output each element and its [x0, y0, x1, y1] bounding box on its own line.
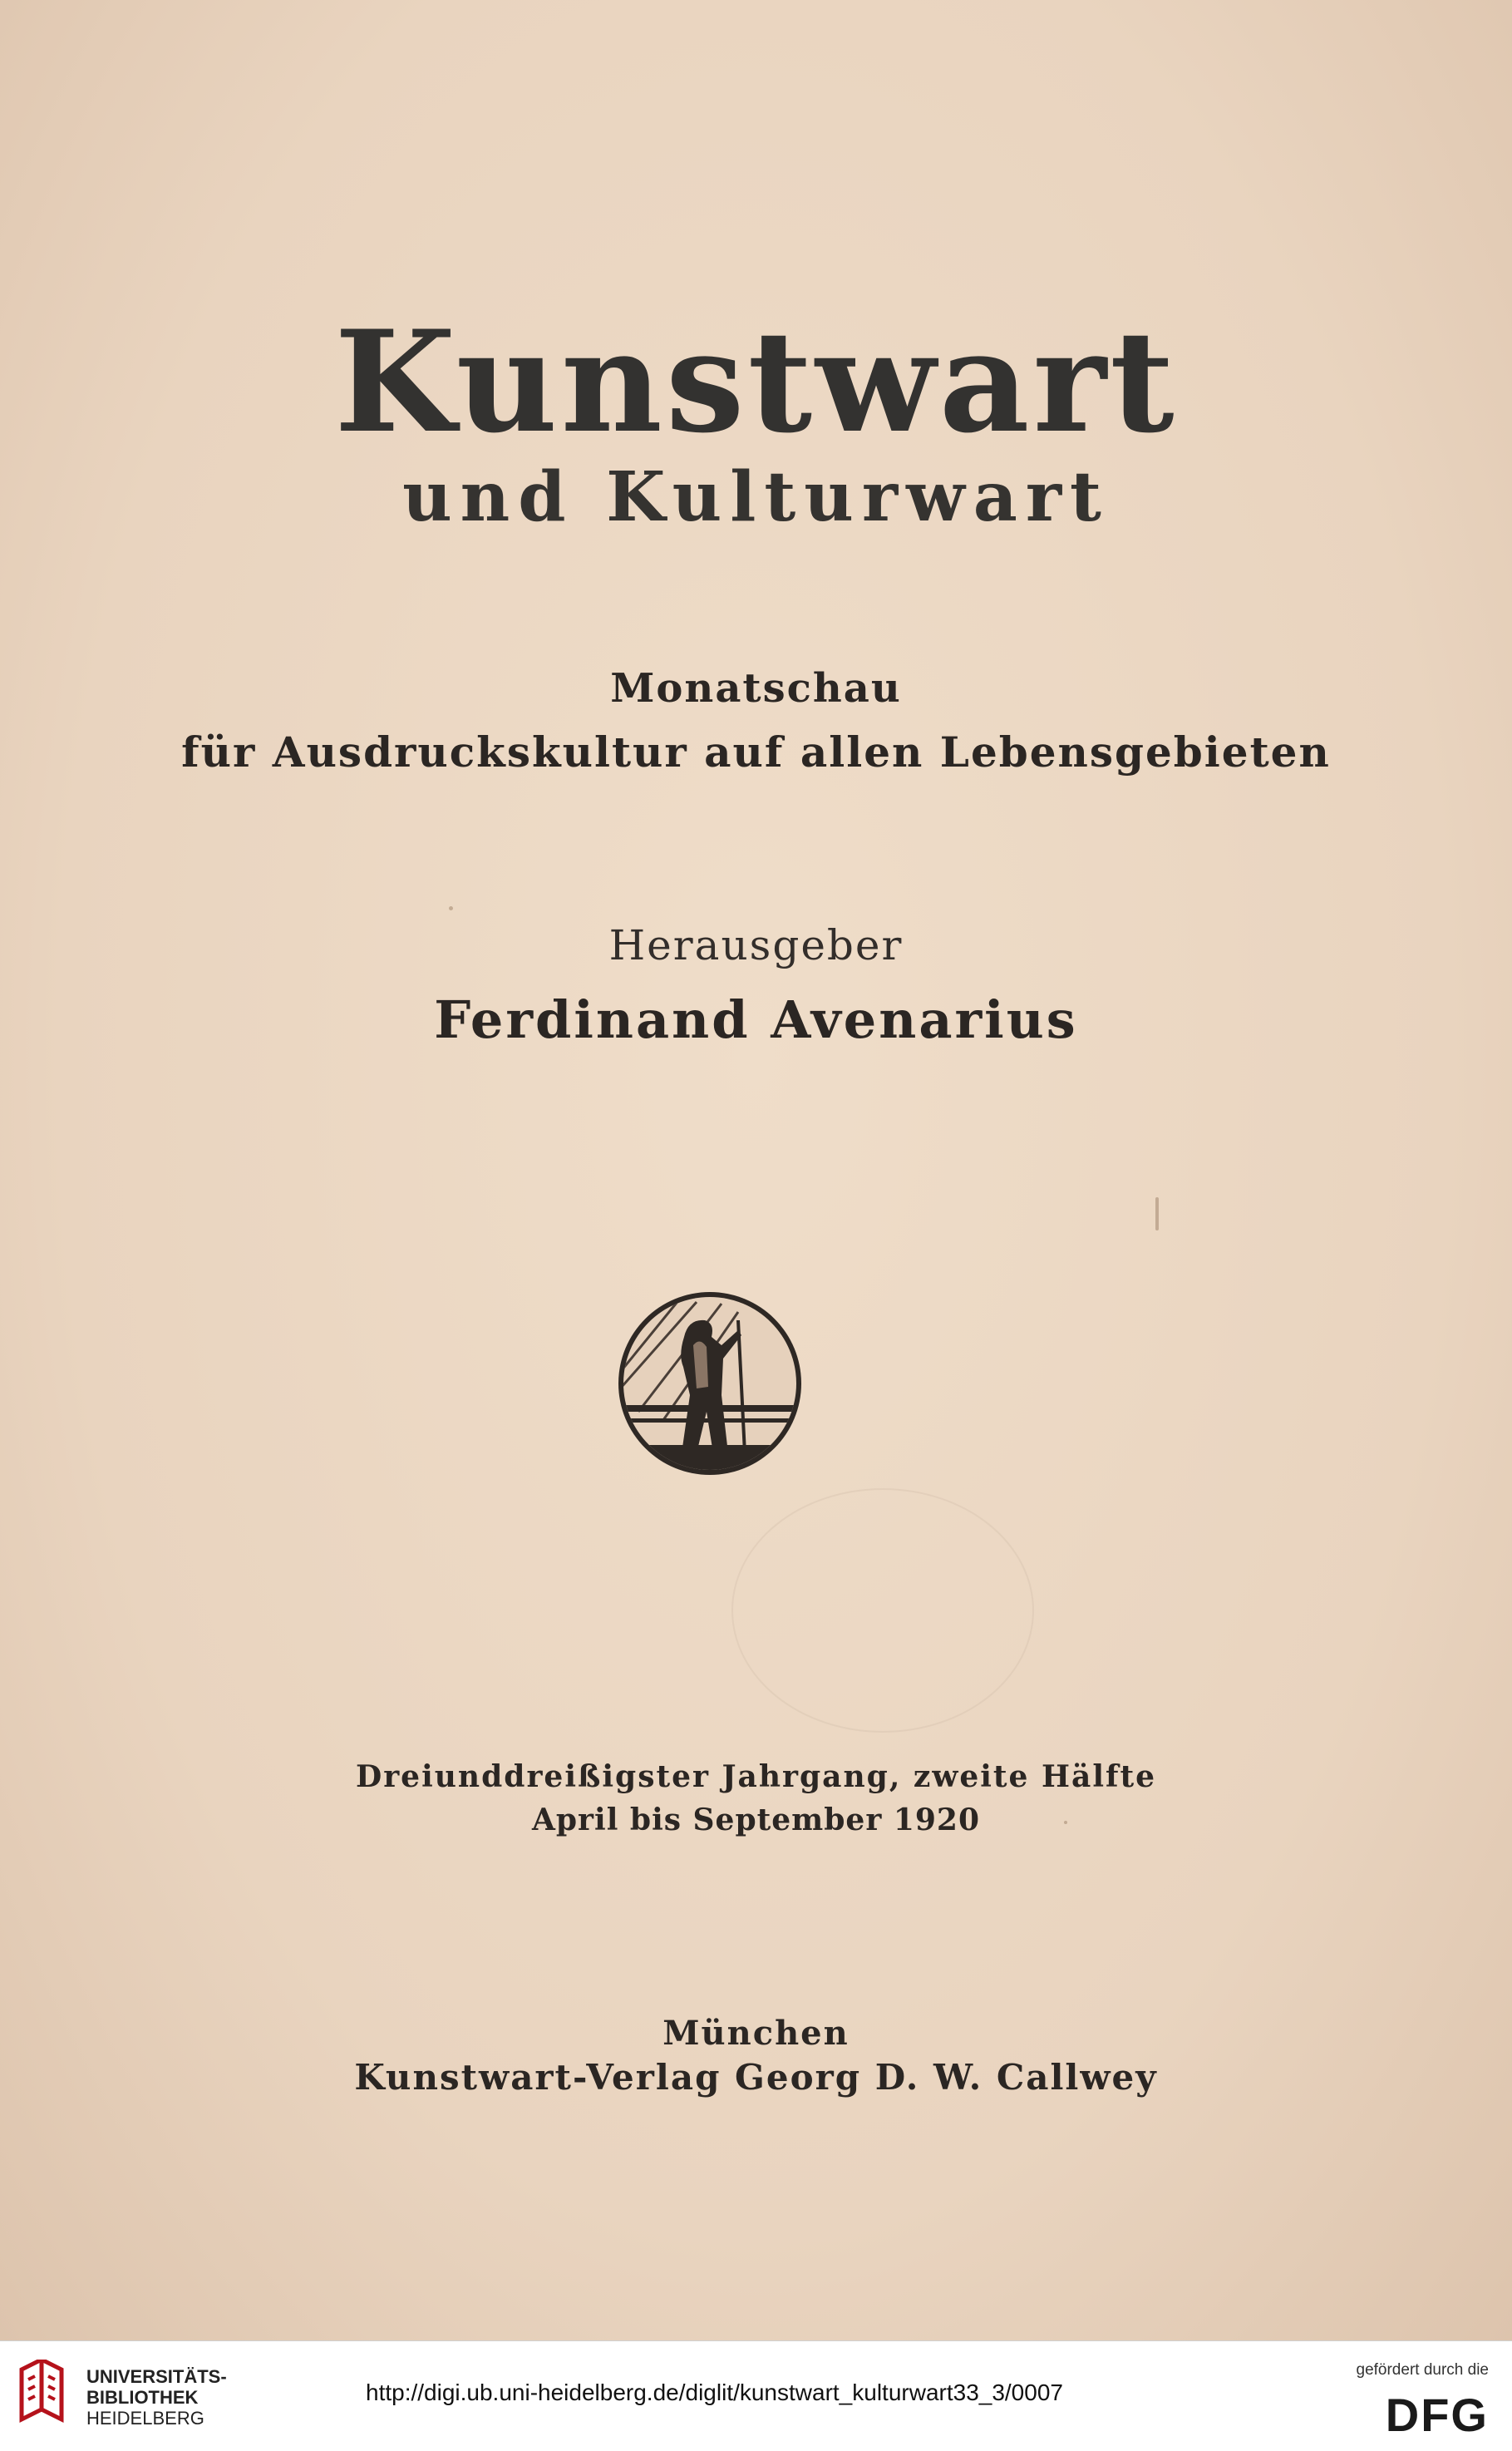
library-line-3: HEIDELBERG — [86, 2408, 204, 2429]
library-name — [86, 2366, 227, 2429]
page-subtitle: und Kulturwart — [402, 457, 1110, 537]
emblem-figure-icon — [613, 1287, 806, 1480]
description-line-1: Monatschau — [610, 665, 902, 712]
dfg-logo[interactable]: DFG — [1385, 2389, 1489, 2441]
page-title: Kunstwart — [334, 299, 1178, 464]
editor-label: Herausgeber — [608, 921, 904, 969]
faded-library-stamp — [731, 1488, 1034, 1733]
description-line-2: für Ausdruckskultur auf allen Lebensgebieten — [181, 727, 1331, 777]
funding-note: gefördert durch die — [1356, 2361, 1489, 2379]
ub-logo-icon[interactable] — [17, 2360, 75, 2434]
period-line: April bis September 1920 — [531, 1802, 981, 1837]
publisher-city: München — [662, 2014, 850, 2053]
library-line-2: BIBLIOTHEK — [86, 2387, 199, 2408]
library-line-1: UNIVERSITÄTS- — [86, 2366, 227, 2387]
paper-speck — [449, 906, 453, 910]
publisher-name: Kunstwart-Verlag Georg D. W. Callwey — [354, 2057, 1158, 2098]
editor-name: Ferdinand Avenarius — [434, 989, 1078, 1050]
volume-line: Dreiunddreißigster Jahrgang, zweite Hälfte — [355, 1759, 1157, 1794]
permalink-url[interactable]: http://digi.ub.uni-heidelberg.de/diglit/kunstwart_kulturwart33_3/0007 — [366, 2379, 1063, 2405]
viewer-footer — [0, 2340, 1512, 2451]
paper-mark — [1155, 1197, 1159, 1230]
